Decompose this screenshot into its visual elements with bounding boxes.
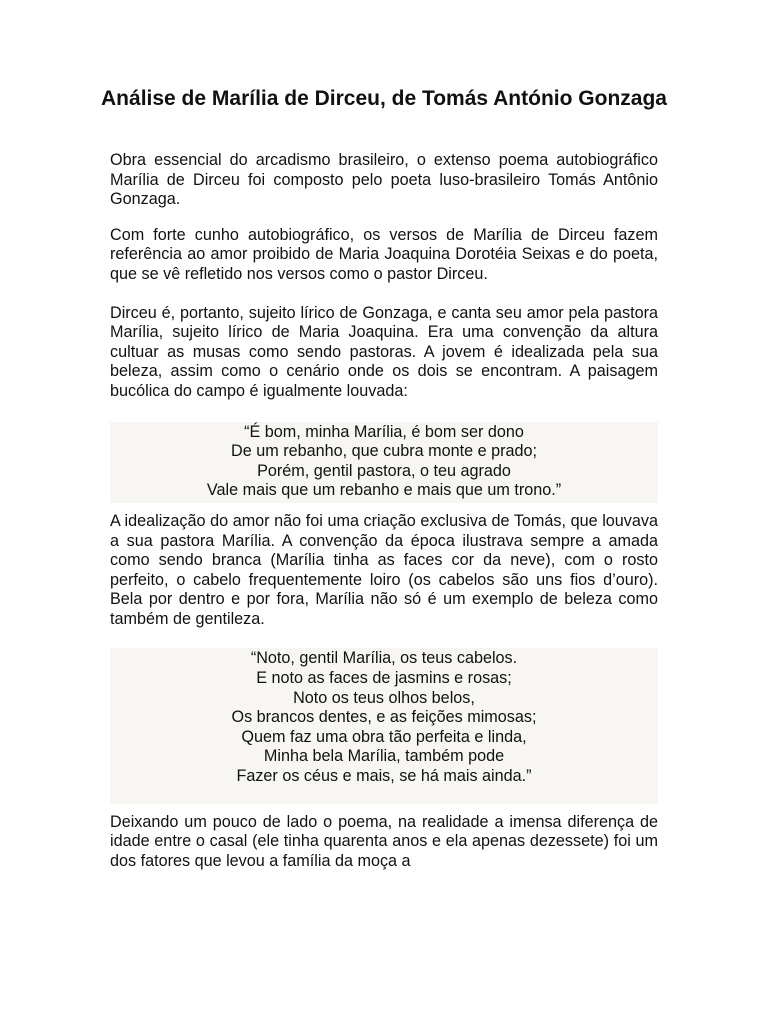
poem-quote-1 (110, 422, 658, 503)
paragraph-lyric-subject: Dirceu é, portanto, sujeito lírico de Gonzaga, e canta seu amor pela pastora Marília, sujeito lírico de Maria Joaquina. Era uma convenção da altura cultuar as musas como sendo pastoras. A jovem é idealizada pela sua beleza, assim como o cenário onde os dois se encontram. A paisagem bucólica do campo é igualmente louvada: (110, 303, 658, 400)
poem-quote-2 (110, 648, 658, 803)
paragraph-intro: Obra essencial do arcadismo brasileiro, o extenso poema autobiográfico Marília de Dirceu foi composto pelo poeta luso-brasileiro Tomás Antônio Gonzaga. (110, 151, 658, 209)
document-title: Análise de Marília de Dirceu, de Tomás António Gonzaga (101, 87, 667, 110)
quote-line: Minha bela Marília, também pode (263, 747, 505, 766)
quote-line: Fazer os céus e mais, se há mais ainda.” (236, 767, 532, 786)
paragraph-idealization: A idealização do amor não foi uma criação exclusiva de Tomás, que louvava a sua pastora Marília. A convenção da época ilustrava sempre a amada como sendo branca (Marília tinha as faces cor da neve), com o rosto perfeito, o cabelo frequentemente loiro (os cabelos são uns fios d’ouro). Bela por dentro e por fora, Marília não só é um exemplo de beleza como também de gentileza. (110, 511, 658, 628)
quote-line: “É bom, minha Marília, é bom ser dono (244, 422, 524, 441)
quote-line: Os brancos dentes, e as feições mimosas; (231, 708, 537, 727)
quote-line: E noto as faces de jasmins e rosas; (256, 669, 512, 688)
quote-line: De um rebanho, que cubra monte e prado; (231, 442, 537, 461)
quote-line: Noto os teus olhos belos, (293, 688, 475, 707)
quote-line: Vale mais que um rebanho e mais que um trono.” (206, 481, 562, 500)
paragraph-autobiographic: Com forte cunho autobiográfico, os versos de Marília de Dirceu fazem referência ao amor proibido de Maria Joaquina Dorotéia Seixas e do poeta, que se vê refletido nos versos como o pastor Dirceu. (110, 225, 658, 283)
document-page (101, 86, 667, 871)
quote-line: Quem faz uma obra tão perfeita e linda, (241, 727, 527, 746)
quote-line: Porém, gentil pastora, o teu agrado (257, 461, 511, 480)
paragraph-age-difference: Deixando um pouco de lado o poema, na realidade a imensa diferença de idade entre o casal (ele tinha quarenta anos e ela apenas dezessete) foi um dos fatores que levou a família da moça a (110, 812, 658, 870)
quote-line: “Noto, gentil Marília, os teus cabelos. (250, 649, 518, 668)
